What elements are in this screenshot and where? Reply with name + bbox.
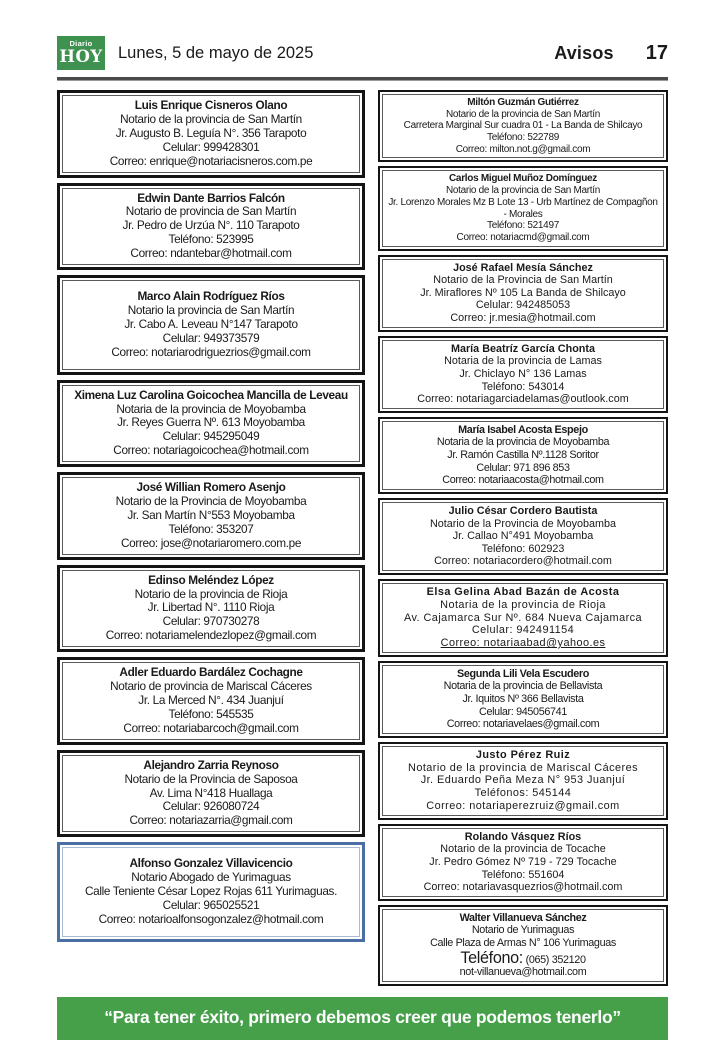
notice-card [378,90,668,162]
notice-line: Correo: jr.mesia@hotmail.com [450,312,596,325]
notice-line: Teléfono: 522789 [487,132,559,144]
notice-line: Correo: ndantebar@hotmail.com [130,246,292,261]
notice-line: Celular: 942485053 [475,299,571,312]
notice-line: Av. Cajamarca Sur Nº. 684 Nueva Cajamarca [403,611,643,624]
notary-name: Elsa Gelina Abad Bazán de Acosta [426,586,620,599]
notice-line: not-villanueva@hotmail.com [459,966,587,979]
notice-line: Jr. Ramón Castilla Nº.1128 Soritor [447,449,599,462]
notice-line: Jr. Miraflores Nº 105 La Banda de Shilcayo [420,286,626,299]
notary-name: Luis Enrique Cisneros Olano [134,98,288,112]
notice-line: Teléfono: 521497 [487,220,559,232]
header-divider [57,77,668,81]
notice-line: Correo: notariaperezruiz@gmail.com [426,799,620,812]
notice-line: Teléfono: 602923 [481,542,565,555]
left-column [57,90,365,947]
notice-line: Teléfono: 545535 [168,706,254,721]
notice-card [378,255,668,332]
notice-card [378,824,668,901]
notice-line: Calle Teniente César Lopez Rojas 611 Yurimaguas. [84,884,338,899]
notice-line: Celular: 965025521 [162,897,260,912]
notice-line: Notario la provincia de San Martín [127,302,295,317]
notice-line: Jr. Iquitos Nº 366 Bellavista [462,693,584,706]
notice-line: Notaria de la provincia de Moyobamba [116,401,306,416]
notice-line: Notario de la provincia de Tocache [440,843,606,856]
notice-line: Notario de provincia de Mariscal Cáceres [110,679,312,694]
notice-card [378,336,668,413]
notice-card [57,750,365,838]
notice-line: Jr. Lorenzo Morales Mz B Lote 13 - Urb Martínez de Compagñon [388,196,658,208]
notice-line: Correo: notariavasquezrios@hotmail.com [423,881,623,894]
notary-name: Rolando Vásquez Ríos [464,830,582,843]
notice-line: Notario de provincia de San Martín [125,204,297,219]
notice-line: Correo: notariabarcoch@gmail.com [123,720,299,735]
notice-card [378,166,668,250]
notice-card [57,380,365,468]
notice-line: Correo: jose@notariaromero.com.pe [120,535,302,550]
notice-line: Calle Plaza de Armas N° 106 Yurimaguas [430,937,616,950]
notary-name: Walter Villanueva Sánchez [459,911,587,924]
notice-line: Jr. La Merced N°. 434 Juanjuí [138,693,284,707]
notice-line: Notario de la provincia de San Martín [120,111,302,126]
notary-name: Adler Eduardo Bardález Cochagne [119,665,303,680]
notice-line: Notario de la Provincia de Moyobamba [429,517,617,530]
notary-name: Alejandro Zarria Reynoso [143,757,279,772]
phone-label-large: Teléfono: [460,948,523,967]
notice-line: Av. Lima N°418 Huallaga [149,785,273,800]
notice-line: Correo: notariaabad@yahoo.es [440,637,606,650]
notice-card [378,417,668,494]
notice-card [57,565,365,653]
notice-line: Correo: notarioalfonsogonzalez@hotmail.com [98,911,324,926]
notice-line: Notario de la Provincia de Moyobamba [115,494,307,509]
notice-line: Correo: notariarodriguezrios@gmail.com [111,344,311,359]
footer-banner [57,997,668,1040]
notice-line: Teléfono: (065) 352120 [460,948,586,967]
notice-card [378,579,668,657]
notary-name: Alfonso Gonzalez Villavicencio [129,856,293,871]
notice-line: Teléfono: 523995 [168,232,254,247]
notary-name: Ximena Luz Carolina Goicochea Mancilla de Leveau [74,387,348,402]
notice-card [378,905,668,986]
notice-card [378,661,668,738]
notice-line: Correo: enrique@notariacisneros.com.pe [109,153,313,168]
notice-card [57,90,365,178]
notice-line: Notario de la provincia de San Martín [446,108,600,120]
notice-card [57,275,365,375]
notary-name: Segunda Lili Vela Escudero [457,667,589,680]
notice-line: Notaria de la provincia de Lamas [444,355,602,368]
notice-card [57,657,365,745]
notice-line: Jr. Libertad N°. 1110 Rioja [147,600,275,615]
notary-name: Marco Alain Rodríguez Ríos [137,289,285,304]
notice-card [378,498,668,575]
notice-line: Celular: 999428301 [162,139,260,154]
notice-line: Notaria de la provincia de Bellavista [443,680,603,693]
notice-line: Notaria de la provincia de Rioja [440,598,606,611]
notice-card [378,742,668,820]
notice-card [57,842,365,942]
notary-name: Carlos Miguel Muñoz Domínguez [449,173,597,185]
notary-name: Justo Pérez Ruiz [475,748,571,761]
notary-name: Edwin Dante Barrios Falcón [137,190,285,205]
notice-line: Teléfonos: 545144 [474,787,572,800]
notice-line: Correo: milton.not.g@gmail.com [455,143,591,155]
notice-line: Teléfono: 551604 [481,868,565,881]
notice-line: Celular: 970730278 [162,614,260,629]
notary-name: Edinso Meléndez López [148,572,274,587]
notice-line: Notario de la provincia de Rioja [134,586,288,601]
notice-line: Carretera Marginal Sur cuadra 01 - La Banda de Shilcayo [403,120,643,132]
right-column [378,90,668,990]
notice-line: - Morales [503,208,543,220]
logo-main-text: HOY [59,47,103,66]
notice-line: Jr. San Martín N°553 Moyobamba [127,507,295,522]
date-text: Lunes, 5 de mayo de 2025 [118,43,314,62]
page-header [57,36,668,70]
notice-line: Notario de la Provincia de Saposoa [124,771,298,786]
notice-line: Notario de Yurimaguas [471,924,575,937]
notice-line: Notaria de la provincia de Moyobamba [436,436,610,449]
notice-line: Correo: notariagoicochea@hotmail.com [113,443,309,458]
notice-line: Celular: 945295049 [162,429,260,444]
notary-name: María Beatríz García Chonta [450,342,595,355]
notice-line: Celular: 926080724 [162,799,260,814]
notice-line: Correo: notariavelaes@gmail.com [446,718,600,731]
notice-line: Teléfono: 353207 [168,521,254,536]
notice-line: Notario de la provincia de Mariscal Cáceres [408,761,638,774]
notice-line: Correo: notariamelendezlopez@gmail.com [105,628,317,643]
notice-line: Jr. Reyes Guerra Nº. 613 Moyobamba [117,415,305,430]
notary-name: Miltón Guzmán Gutiérrez [467,97,579,108]
notice-line: Notario Abogado de Yurimaguas [131,870,291,885]
notice-line: Jr. Augusto B. Leguía N°. 356 Tarapoto [115,125,307,140]
notary-name: José Willian Romero Asenjo [136,480,286,495]
notary-name: Julio César Cordero Bautista [448,504,598,517]
notice-line: Jr. Pedro Gómez Nº 719 - 729 Tocache [429,855,617,868]
notice-line: Jr. Chiclayo N° 136 Lamas [459,367,587,380]
notice-line: Correo: notariagarciadelamas@outlook.com [417,393,629,406]
notice-line: Teléfono: 543014 [481,380,565,393]
notice-line: Celular: 949373579 [162,330,260,345]
notice-line: Jr. Pedro de Urzúa N°. 110 Tarapoto [122,218,300,233]
notice-line: Jr. Cabo A. Leveau N°147 Tarapoto [124,316,298,331]
notice-line: Notario de la Provincia de San Martín [433,274,613,287]
notice-line: Correo: notariacmd@gmail.com [456,231,590,243]
notice-line: Celular: 945056741 [479,705,567,718]
notice-card [57,472,365,560]
logo-top-text: Diario [69,39,93,48]
quote-text: “Para tener éxito, primero debemos creer que podemos tenerlo” [104,1006,621,1027]
notice-line: Celular: 971 896 853 [476,461,570,474]
notice-card [57,183,365,271]
notices-area [57,90,668,990]
section-title: Avisos [554,42,614,63]
page-number: 17 [645,41,668,64]
notice-line: Jr. Callao N°491 Moyobamba [452,530,594,543]
notice-line: Correo: notariaacosta@hotmail.com [442,474,604,487]
notary-name: José Rafael Mesía Sánchez [453,261,593,274]
diario-hoy-logo [57,36,105,70]
notice-line: Jr. Eduardo Peña Meza N° 953 Juanjuí [420,774,626,787]
notice-line: Correo: notariazarria@gmail.com [129,813,293,828]
notice-line: Correo: notariacordero@hotmail.com [434,555,612,568]
notary-name: María Isabel Acosta Espejo [458,423,588,436]
notice-line: Celular: 942491154 [471,624,575,637]
notice-line: Notario de la provincia de San Martín [446,185,600,197]
